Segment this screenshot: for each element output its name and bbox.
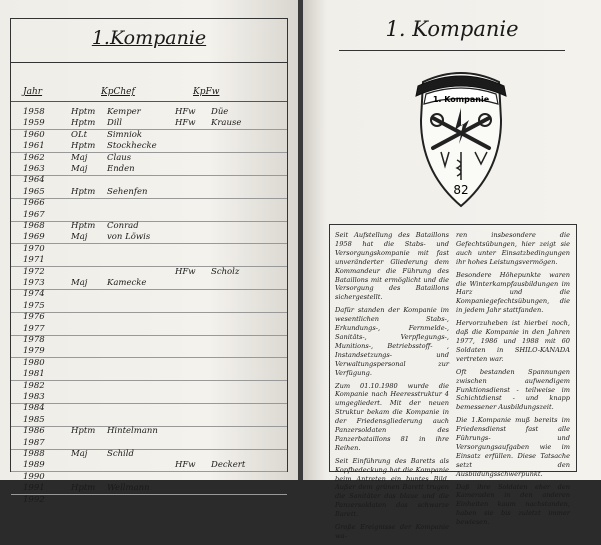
roster-chief-name: Schild — [107, 449, 134, 459]
roster-year: 1962 — [23, 152, 45, 163]
left-page — [0, 0, 298, 505]
roster-year: 1985 — [23, 414, 45, 425]
roster-year: 1970 — [23, 243, 45, 254]
text-column-left — [335, 231, 449, 545]
history-text-box — [329, 224, 577, 540]
paragraph: Dafür standen der Kompanie im wesentlichen Stabs-, Erkundungs-, Fernmelde-, Sanitäts-, Verpflegungs-, Munitions-, Betriebsstoff- , Instandsetzungs- und Verwaltungspersonal zur Verfügung. — [335, 306, 449, 377]
roster-chief-rank: Hptm — [71, 483, 96, 494]
row-rule — [11, 175, 287, 176]
roster-title: 1.Kompanie — [91, 27, 207, 49]
roster-chief-rank: Hptm — [71, 141, 96, 152]
roster-year: 1975 — [23, 300, 45, 311]
roster-chief-name: Enden — [107, 164, 135, 174]
row-rule — [11, 471, 287, 472]
paragraph: Seit Einführung des Baretts als Kopfbedeckung hat die Kompanie beim Antreten ein buntes Bild. Außer dem grünen Barett trugen die Sanitäter das blaue und die Panzersoldaten das schwarze Barett. — [335, 456, 449, 519]
roster-chief-rank: Maj — [71, 232, 88, 243]
roster-year: 1964 — [23, 175, 45, 186]
roster-year: 1959 — [23, 118, 45, 129]
roster-year: 1960 — [23, 129, 45, 140]
header-chief: KpChef — [101, 87, 135, 97]
roster-fw-name: Düe — [211, 107, 229, 117]
roster-chief-rank: OLt — [71, 129, 88, 140]
roster-chief-rank: Hptm — [71, 221, 96, 231]
roster-chief-name: von Löwis — [107, 232, 151, 243]
row-rule — [11, 152, 287, 153]
roster-chief-rank: Hptm — [71, 426, 96, 437]
roster-year: 1969 — [23, 232, 45, 243]
roster-chief-rank: Maj — [71, 278, 88, 288]
roster-chief-name: Sehenfen — [107, 186, 148, 197]
roster-year: 1981 — [23, 369, 45, 380]
roster-year: 1966 — [23, 198, 45, 209]
roster-fw-rank: HFw — [175, 107, 196, 117]
roster-year: 1980 — [23, 357, 45, 368]
roster-chief-rank: Maj — [71, 152, 88, 163]
roster-year: 1990 — [23, 471, 45, 482]
roster-year: 1986 — [23, 426, 45, 437]
row-rule — [11, 312, 287, 313]
roster-year: 1987 — [23, 437, 45, 448]
crest-banner-text: 1. Kompanie — [432, 95, 490, 104]
roster-frame — [10, 18, 288, 505]
roster-year: 1984 — [23, 403, 45, 414]
row-rule — [11, 129, 287, 130]
roster-chief-name: Claus — [107, 152, 132, 163]
row-rule — [11, 335, 287, 336]
roster-year: 1974 — [23, 289, 45, 300]
roster-year: 1965 — [23, 186, 45, 197]
roster-fw-name: Deckert — [211, 460, 246, 471]
paragraph: Daß ihre Soldaten eher den Kameraden in den anderen Einheiten kaum nachstanden, haben sie bis zuletzt immer bewiesen. — [456, 482, 570, 527]
roster-chief-name: Stockhecke — [107, 141, 157, 152]
roster-year: 1971 — [23, 255, 45, 266]
paragraph: Besondere Höhepunkte waren die Winterkampfausbildungen im Harz und die Kompaniegefechtsübungen, die in jedem Jahr stattfanden. — [456, 270, 570, 315]
roster-chief-name: Kamecke — [107, 278, 147, 288]
roster-chief-name: Simniok — [107, 129, 143, 140]
roster-chief-rank: Hptm — [71, 186, 96, 197]
roster-fw-name: Krause — [211, 118, 242, 129]
roster-year: 1982 — [23, 380, 45, 391]
roster-year: 1958 — [23, 107, 45, 117]
row-rule — [11, 403, 287, 404]
row-rule — [11, 449, 287, 450]
roster-year: 1989 — [23, 460, 45, 471]
header-year: Jahr — [23, 87, 43, 97]
crest-number: 82 — [453, 183, 469, 197]
roster-fw-rank: HFw — [175, 460, 196, 471]
row-rule — [11, 221, 287, 222]
roster-year: 1977 — [23, 323, 45, 334]
roster-year: 1967 — [23, 209, 45, 220]
roster-year: 1979 — [23, 346, 45, 357]
roster-chief-name: Dill — [107, 118, 122, 129]
roster-chief-name: Hintelmann — [107, 426, 158, 437]
row-rule — [11, 357, 287, 358]
row-rule — [11, 266, 287, 267]
roster-year: 1988 — [23, 449, 45, 459]
roster-year: 1978 — [23, 335, 45, 345]
row-rule — [11, 243, 287, 244]
roster-chief-rank: Maj — [71, 449, 88, 459]
roster-year: 1973 — [23, 278, 45, 288]
roster-year: 1991 — [23, 483, 45, 494]
paragraph: Seit Aufstellung des Bataillons 1958 hat die Stabs- und Versorgungskompanie mit fast unveränderter Gliederung dem Kommandeur die Führung des Bataillons mit ermöglicht und die Versorgung des Bataillons sichergestellt. — [335, 231, 449, 302]
roster-fw-name: Scholz — [211, 266, 240, 277]
roster-chief-name: Kemper — [107, 107, 141, 117]
header-rule — [11, 101, 287, 102]
title-rule — [339, 50, 565, 51]
roster-year: 1992 — [23, 494, 45, 505]
paragraph: Oft bestanden Spannungen zwischen aufwendigem Funktionsdienst - teilweise im Schichtdienst - und knapp bemessener Ausbildungszeit. — [456, 367, 570, 412]
roster-year: 1976 — [23, 312, 45, 323]
row-rule — [11, 289, 287, 290]
company-crest-icon — [415, 60, 507, 210]
paragraph: Die 1.Kompanie muß bereits im Friedensdienst fast alle Führungs- und Versorgungsaufgaben wie im Einsatz erfüllen. Diese Tatsache setzt den Ausbildungsschwerpunkt. — [456, 416, 570, 478]
paragraph: Zum 01.10.1980 wurde die Kompanie nach Heeresstruktur 4 umgegliedert. Mit der neuen Struktur bekam die Kompanie in der Friedensgliederung auch Panzersoldaten des Panzerbataillons 81 in ihre Reihen. — [335, 381, 449, 452]
page-title: 1. Kompanie — [385, 17, 519, 41]
roster-year: 1963 — [23, 164, 45, 174]
title-divider — [11, 62, 287, 63]
roster-chief-name: Conrad — [107, 221, 139, 231]
roster-chief-name: Wellmann — [107, 483, 150, 494]
roster-year: 1972 — [23, 266, 45, 277]
roster-chief-rank: Hptm — [71, 107, 96, 117]
roster-chief-rank: Hptm — [71, 118, 96, 129]
header-kpfw: KpFw — [193, 87, 220, 97]
roster-fw-rank: HFw — [175, 118, 196, 129]
paragraph: Hervorzuheben ist hierbei noch, daß die Kompanie in den Jahren 1977, 1986 und 1988 mit 60 Soldaten in SHILO-KANADA vertreten war. — [456, 319, 570, 363]
roster-year: 1961 — [23, 141, 45, 152]
row-rule — [11, 198, 287, 199]
row-rule — [11, 380, 287, 381]
paragraph: ren insbesondere die Gefechtsübungen, hier zeigt sie auch unter Einsatzbedingungen ihr hohes Leistungsvermögen. — [456, 231, 570, 266]
roster-year: 1968 — [23, 221, 45, 231]
roster-fw-rank: HFw — [175, 266, 196, 277]
text-column-right — [456, 231, 570, 531]
row-rule — [11, 494, 287, 495]
roster-year: 1983 — [23, 392, 45, 402]
roster-chief-rank: Maj — [71, 164, 88, 174]
paragraph: Große Ereignisse der Kompanie wa- — [335, 523, 449, 540]
right-page — [303, 0, 601, 540]
